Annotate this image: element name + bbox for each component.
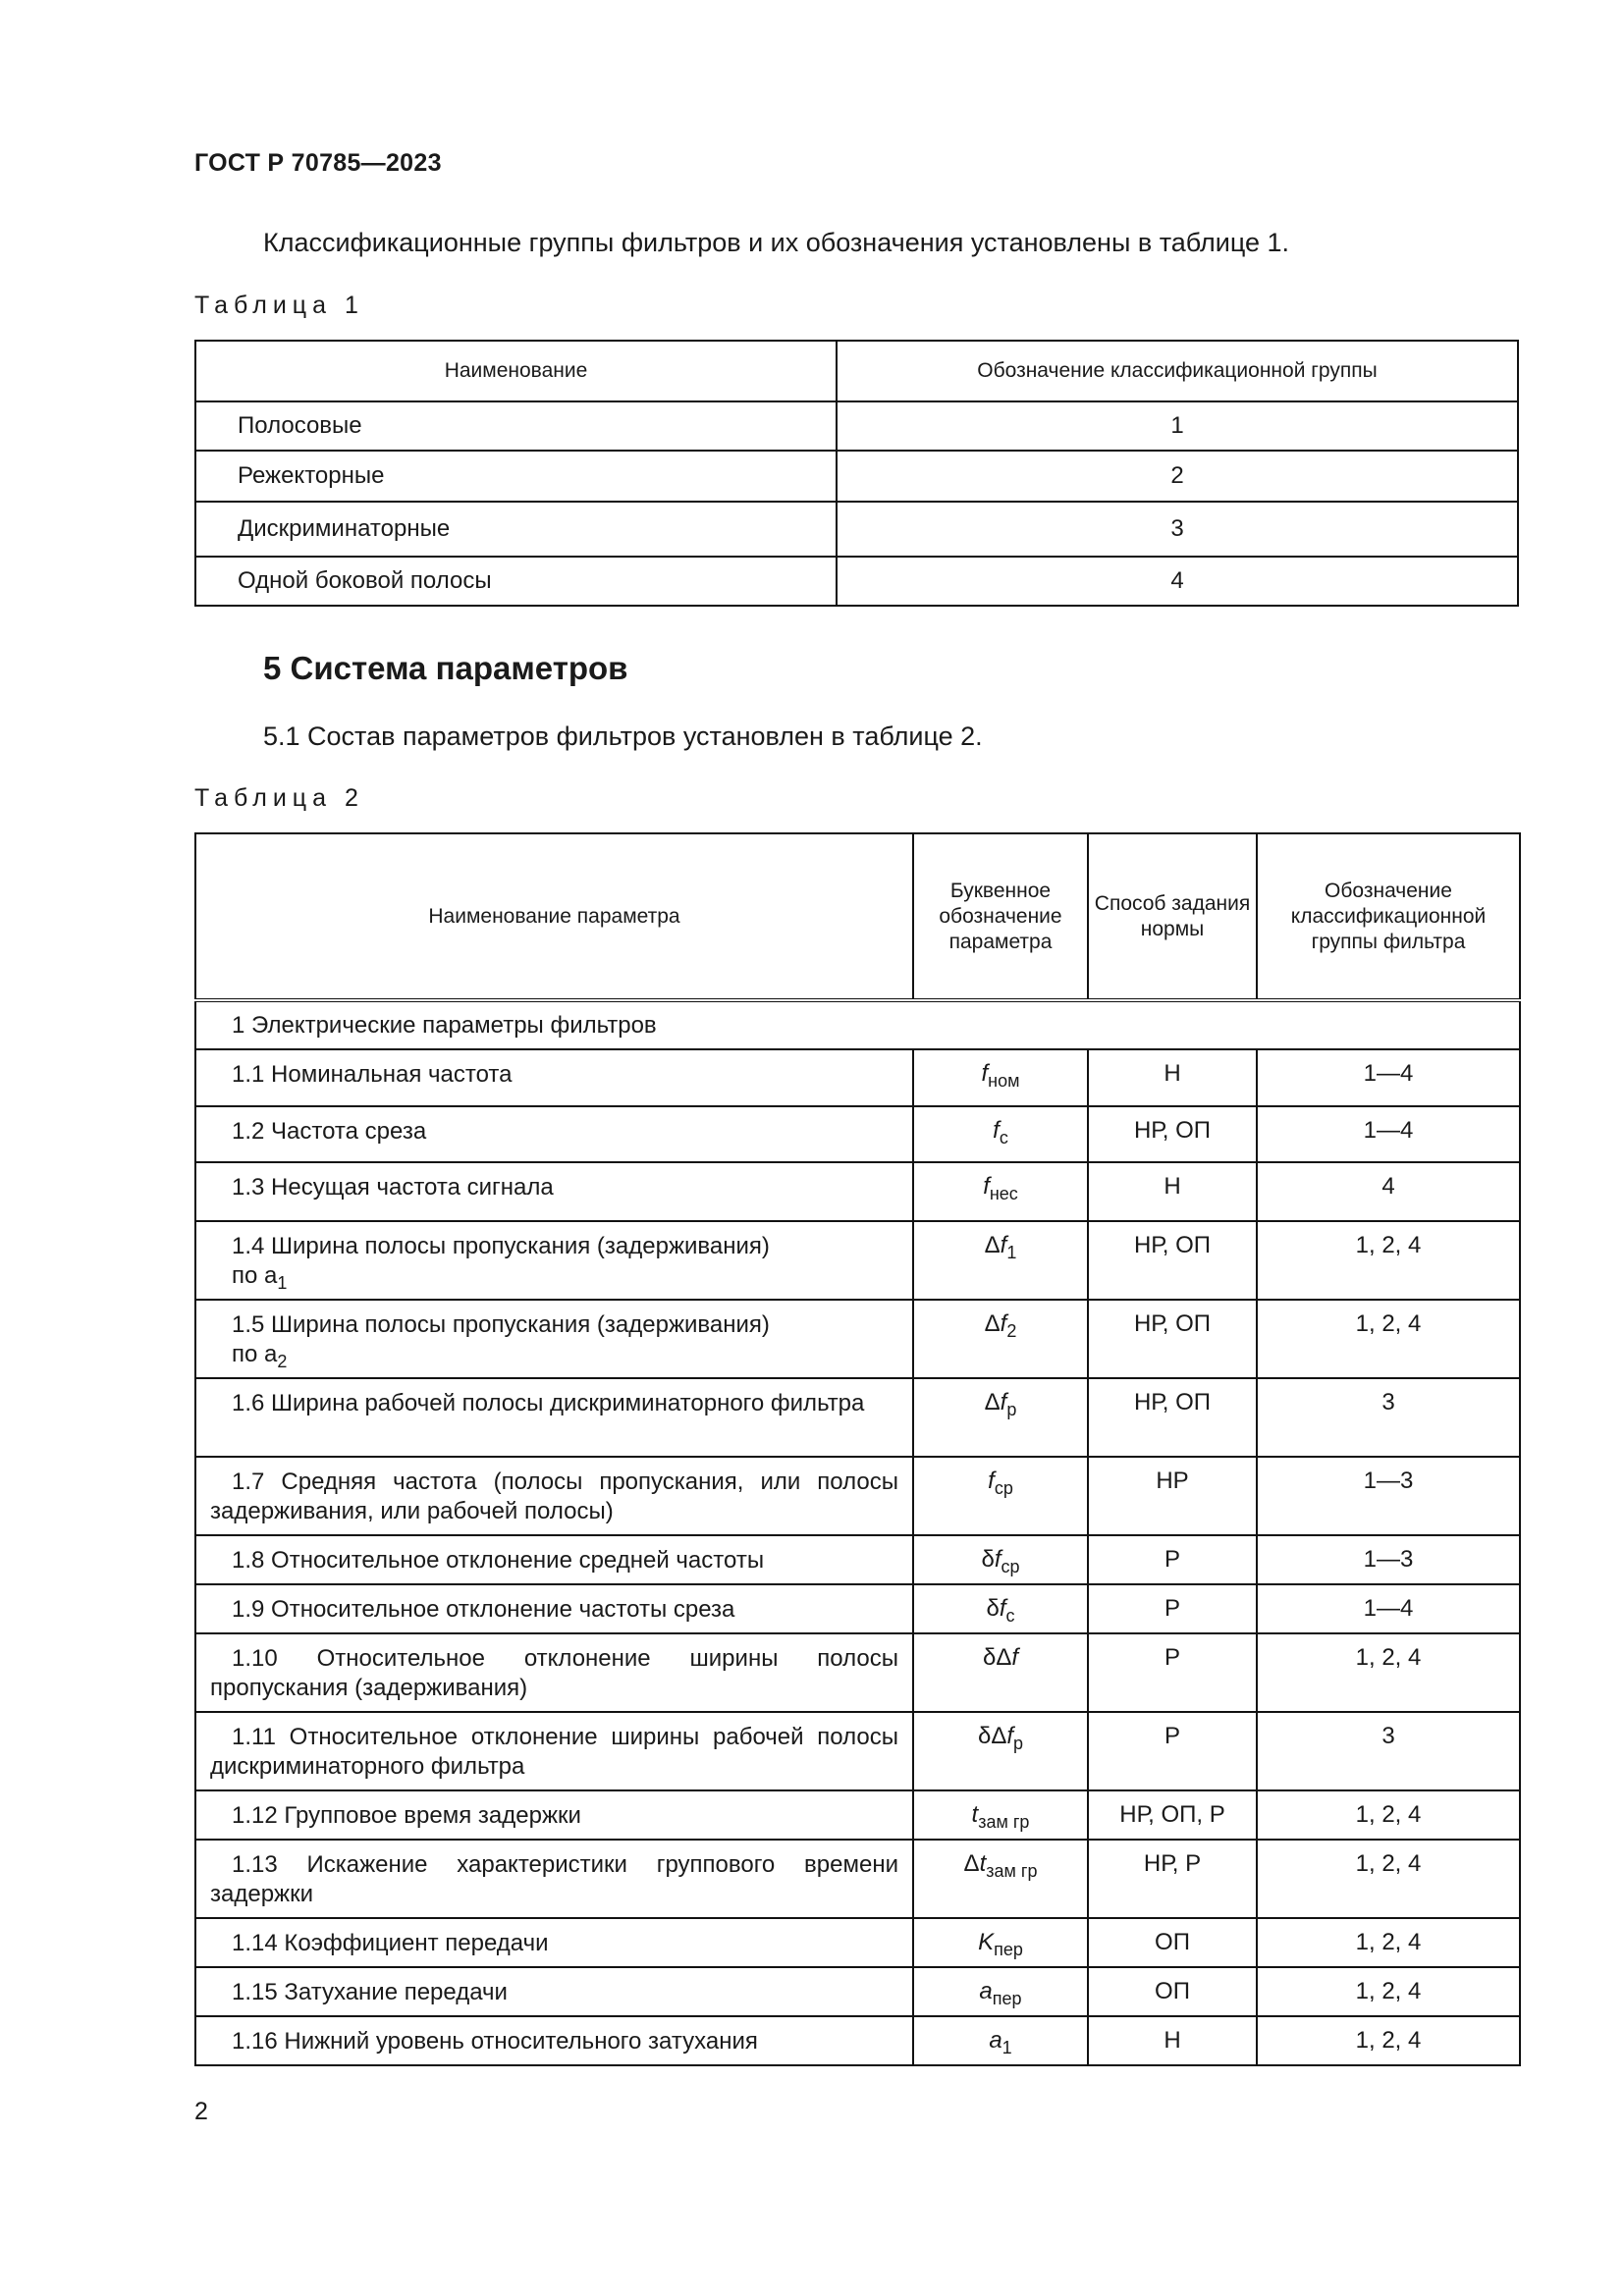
symbol-subscript: ср	[994, 1478, 1013, 1498]
param-method-cell: НР, ОП	[1088, 1106, 1257, 1162]
symbol-subscript: пер	[994, 1940, 1023, 1959]
table-row	[195, 2016, 1520, 2065]
param-name: 1.4 Ширина полосы пропускания (задерживания)	[232, 1233, 770, 1259]
param-name-cont: по a	[232, 1341, 278, 1367]
param-symbol	[978, 1929, 1023, 1959]
param-name-cell	[195, 1918, 913, 1967]
param-group-cell: 4	[1257, 1162, 1520, 1221]
param-symbol	[983, 1644, 1018, 1671]
table2-col-name: Наименование параметра	[195, 833, 913, 1000]
symbol-main: f	[999, 1595, 1006, 1622]
param-symbol-cell	[913, 1457, 1088, 1535]
symbol-subscript: с	[1005, 1606, 1015, 1626]
param-method-cell: ОП	[1088, 1967, 1257, 2016]
symbol-subscript: зам гр	[986, 1861, 1038, 1881]
table-row	[195, 1221, 1520, 1300]
symbol-prefix: Δ	[963, 1850, 980, 1877]
param-symbol-cell	[913, 1221, 1088, 1300]
param-name: 1.8 Относительное отклонение средней частоты	[232, 1547, 765, 1574]
table1-cell-name: Полосовые	[195, 401, 837, 451]
section-paragraph: 5.1 Состав параметров фильтров установлен в таблице 2.	[263, 721, 983, 751]
param-symbol	[986, 1595, 1015, 1626]
param-symbol	[983, 1173, 1018, 1203]
param-symbol	[981, 1546, 1020, 1576]
param-symbol	[979, 1978, 1022, 2008]
param-symbol	[981, 1060, 1020, 1091]
param-method-cell: ОП	[1088, 1918, 1257, 1967]
param-method-cell: Н	[1088, 2016, 1257, 2065]
param-name: 1.3 Несущая частота сигнала	[232, 1174, 554, 1201]
symbol-main: f	[1000, 1310, 1007, 1337]
param-symbol	[963, 1850, 1038, 1881]
table-row	[195, 1633, 1520, 1712]
param-name-cell	[195, 1378, 913, 1457]
param-name-cell	[195, 1790, 913, 1840]
param-name: 1.9 Относительное отклонение частоты среза	[232, 1596, 735, 1623]
table1-cell-group: 1	[837, 401, 1518, 451]
table1-cell-name: Дискриминаторные	[195, 502, 837, 557]
param-name: 1.1 Номинальная частота	[232, 1061, 513, 1088]
table2-header-row	[195, 833, 1520, 1000]
param-symbol	[984, 1389, 1017, 1419]
param-name-cell	[195, 1049, 913, 1106]
param-name: 1.2 Частота среза	[232, 1118, 427, 1145]
param-symbol-cell	[913, 1790, 1088, 1840]
table1-col-name: Наименование	[195, 341, 837, 401]
table-row	[195, 1584, 1520, 1633]
symbol-main: a	[979, 1978, 993, 2004]
table-row	[195, 502, 1518, 557]
param-name: 1.16 Нижний уровень относительного затухания	[232, 2028, 758, 2055]
param-name: 1.14 Коэффициент передачи	[232, 1930, 549, 1956]
param-group-cell: 1, 2, 4	[1257, 1967, 1520, 2016]
table-row	[195, 1378, 1520, 1457]
symbol-main: f	[988, 1468, 995, 1494]
param-group-cell: 1—3	[1257, 1457, 1520, 1535]
param-symbol-cell	[913, 1106, 1088, 1162]
table-row	[195, 1162, 1520, 1221]
symbol-main: f	[981, 1060, 989, 1087]
param-symbol-cell	[913, 1535, 1088, 1584]
param-symbol	[971, 1801, 1030, 1832]
table1-cell-group: 3	[837, 502, 1518, 557]
table2-col-method: Способ задания нормы	[1088, 833, 1257, 1000]
param-name: 1.12 Групповое время задержки	[232, 1802, 581, 1829]
symbol-prefix: δ	[986, 1595, 1000, 1622]
table-row	[195, 1712, 1520, 1790]
param-name: 1.7 Средняя частота (полосы пропускания, или полосы задерживания, или рабочей полосы)	[210, 1468, 898, 1524]
param-method-cell: Н	[1088, 1049, 1257, 1106]
param-name-cell	[195, 1106, 913, 1162]
symbol-subscript: зам гр	[978, 1812, 1030, 1832]
symbol-main: K	[978, 1929, 995, 1955]
param-symbol-cell	[913, 1378, 1088, 1457]
param-group-cell: 1, 2, 4	[1257, 1300, 1520, 1378]
table-row	[195, 1535, 1520, 1584]
param-symbol	[989, 2027, 1012, 2057]
param-symbol-cell	[913, 1633, 1088, 1712]
table-row	[195, 1967, 1520, 2016]
table1-cell-group: 2	[837, 451, 1518, 502]
table2-col-group: Обозначение классификационной группы фильтра	[1257, 833, 1520, 1000]
table-row	[195, 1840, 1520, 1918]
param-symbol	[984, 1310, 1017, 1341]
table1	[194, 340, 1519, 607]
table-row	[195, 401, 1518, 451]
param-group-cell: 1—3	[1257, 1535, 1520, 1584]
param-method-cell: Р	[1088, 1712, 1257, 1790]
symbol-subscript: р	[1013, 1734, 1024, 1753]
table-row	[195, 1049, 1520, 1106]
param-group-cell: 1—4	[1257, 1106, 1520, 1162]
param-symbol	[988, 1468, 1013, 1498]
param-group-cell: 3	[1257, 1378, 1520, 1457]
table-row	[195, 1918, 1520, 1967]
symbol-main: f	[1006, 1723, 1014, 1749]
param-method-cell: НР, Р	[1088, 1840, 1257, 1918]
param-method-cell: НР, ОП	[1088, 1378, 1257, 1457]
param-method-cell: НР	[1088, 1457, 1257, 1535]
param-symbol-cell	[913, 1967, 1088, 2016]
symbol-prefix: Δ	[984, 1389, 1001, 1415]
param-method-cell: НР, ОП	[1088, 1300, 1257, 1378]
section-title: 5 Система параметров	[263, 650, 628, 686]
symbol-subscript: 1	[1006, 1243, 1017, 1262]
document-header: ГОСТ Р 70785—2023	[194, 149, 442, 177]
symbol-main: f	[993, 1117, 1000, 1144]
symbol-subscript: р	[1006, 1400, 1017, 1419]
param-symbol-cell	[913, 1918, 1088, 1967]
table1-cell-name: Режекторные	[195, 451, 837, 502]
param-name-cell	[195, 1535, 913, 1584]
param-symbol-cell	[913, 1049, 1088, 1106]
table2	[194, 832, 1521, 2066]
symbol-subscript: нес	[989, 1184, 1018, 1203]
symbol-main: t	[979, 1850, 987, 1877]
param-symbol-cell	[913, 2016, 1088, 2065]
param-group-cell: 3	[1257, 1712, 1520, 1790]
table1-cell-group: 4	[837, 557, 1518, 606]
symbol-prefix: δΔ	[977, 1723, 1007, 1749]
symbol-main: f	[994, 1546, 1001, 1573]
param-name-subscript: 1	[277, 1273, 288, 1293]
param-symbol	[984, 1232, 1017, 1262]
symbol-subscript: пер	[992, 1989, 1022, 2008]
table-row	[195, 1300, 1520, 1378]
param-symbol-cell	[913, 1584, 1088, 1633]
table1-cell-name: Одной боковой полосы	[195, 557, 837, 606]
symbol-prefix: Δ	[984, 1232, 1001, 1258]
param-method-cell: Р	[1088, 1584, 1257, 1633]
table2-group-row	[195, 1000, 1520, 1049]
param-symbol-cell	[913, 1300, 1088, 1378]
param-name: 1.15 Затухание передачи	[232, 1979, 508, 2005]
param-name-cell	[195, 1712, 913, 1790]
table1-header-row	[195, 341, 1518, 401]
param-group-cell: 1, 2, 4	[1257, 1221, 1520, 1300]
param-group-cell: 1, 2, 4	[1257, 1840, 1520, 1918]
symbol-main: f	[1011, 1644, 1019, 1671]
param-name: 1.11 Относительное отклонение ширины рабочей полосы дискриминаторного фильтра	[210, 1724, 898, 1780]
param-symbol-cell	[913, 1162, 1088, 1221]
param-name-cell	[195, 1221, 913, 1300]
param-method-cell: НР, ОП	[1088, 1221, 1257, 1300]
param-name-cell	[195, 1457, 913, 1535]
param-name: 1.10 Относительное отклонение ширины полосы пропускания (задерживания)	[210, 1645, 898, 1701]
param-name-subscript: 2	[277, 1352, 288, 1371]
symbol-subscript: 1	[1001, 2038, 1012, 2057]
symbol-subscript: ср	[1001, 1557, 1020, 1576]
table-row	[195, 557, 1518, 606]
param-name-cell	[195, 1967, 913, 2016]
table1-col-group: Обозначение классификационной группы	[837, 341, 1518, 401]
param-group-cell: 1, 2, 4	[1257, 2016, 1520, 2065]
intro-paragraph: Классификационные группы фильтров и их обозначения установлены в таблице 1.	[263, 228, 1290, 257]
symbol-main: f	[1000, 1232, 1007, 1258]
param-method-cell: Р	[1088, 1535, 1257, 1584]
table2-caption: Таблица 2	[194, 784, 364, 812]
param-name: 1.13 Искажение характеристики группового времени задержки	[210, 1851, 898, 1907]
param-name-cell	[195, 2016, 913, 2065]
symbol-prefix: Δ	[984, 1310, 1001, 1337]
symbol-subscript: с	[999, 1128, 1008, 1148]
param-group-cell: 1—4	[1257, 1049, 1520, 1106]
table1-caption: Таблица 1	[194, 292, 364, 319]
param-name-cell	[195, 1633, 913, 1712]
param-group-cell: 1, 2, 4	[1257, 1633, 1520, 1712]
param-name: 1.6 Ширина рабочей полосы дискриминаторного фильтра	[232, 1390, 865, 1416]
param-name-cell	[195, 1584, 913, 1633]
param-name-cont: по a	[232, 1262, 278, 1289]
page-number: 2	[194, 2098, 208, 2125]
param-name-cell	[195, 1300, 913, 1378]
param-name-cell	[195, 1840, 913, 1918]
param-method-cell: НР, ОП, Р	[1088, 1790, 1257, 1840]
table2-group-label: 1 Электрические параметры фильтров	[195, 1000, 1520, 1049]
symbol-main: f	[1000, 1389, 1007, 1415]
table-row	[195, 1457, 1520, 1535]
table-row	[195, 451, 1518, 502]
symbol-subscript: ном	[988, 1071, 1020, 1091]
table-row	[195, 1790, 1520, 1840]
symbol-main: t	[971, 1801, 979, 1828]
symbol-main: a	[989, 2027, 1002, 2054]
param-method-cell: Н	[1088, 1162, 1257, 1221]
table-row	[195, 1106, 1520, 1162]
symbol-subscript: 2	[1006, 1321, 1017, 1341]
table2-col-symbol: Буквенное обозначение параметра	[913, 833, 1088, 1000]
param-group-cell: 1—4	[1257, 1584, 1520, 1633]
param-symbol-cell	[913, 1712, 1088, 1790]
param-symbol	[977, 1723, 1024, 1753]
param-symbol-cell	[913, 1840, 1088, 1918]
symbol-prefix: δΔ	[982, 1644, 1012, 1671]
param-method-cell: Р	[1088, 1633, 1257, 1712]
param-group-cell: 1, 2, 4	[1257, 1918, 1520, 1967]
symbol-main: f	[983, 1173, 990, 1200]
param-name: 1.5 Ширина полосы пропускания (задерживания)	[232, 1311, 770, 1338]
param-symbol	[993, 1117, 1008, 1148]
symbol-prefix: δ	[981, 1546, 995, 1573]
param-name-cell	[195, 1162, 913, 1221]
param-group-cell: 1, 2, 4	[1257, 1790, 1520, 1840]
